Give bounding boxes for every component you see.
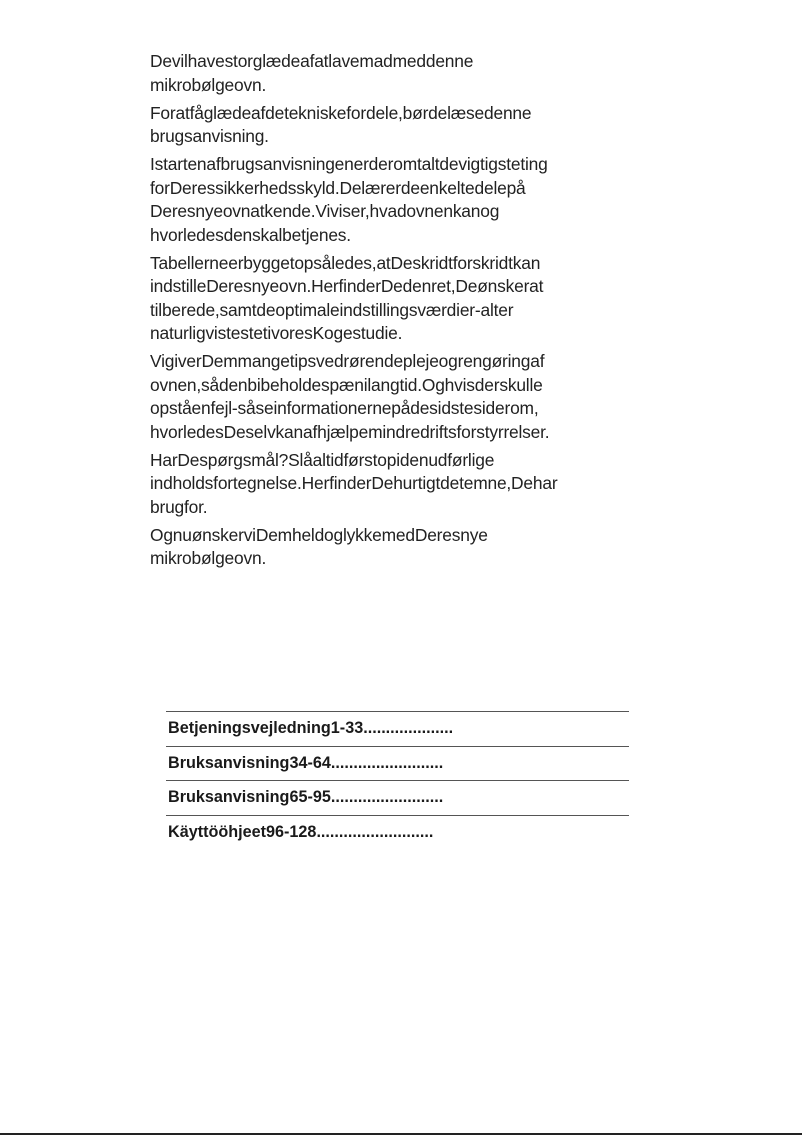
intro-paragraph-3	[150, 153, 610, 247]
bottom-divider	[0, 1133, 802, 1135]
toc-entry-finnish: Käyttööhjeet96-128..........................	[166, 815, 629, 850]
text-line: hvorledesDeselvkanafhjælpemindredriftsforstyrrelser.	[150, 421, 550, 442]
text-line: opståenfejl-såseinformationernepådesidstesiderom,	[150, 398, 539, 418]
intro-paragraph-4	[150, 252, 610, 346]
intro-paragraph-2	[150, 102, 610, 149]
text-line: forDeressikkerhedsskyld.Delærerdeenkeltedelepå	[150, 177, 526, 198]
text-line: Istartenafbrugsanvisningenerderomtaltdevigtigsteting	[150, 154, 548, 174]
intro-paragraph-5	[150, 350, 610, 444]
text-line: Deresnyeovnatkende.Viviser,hvadovnenkanog	[150, 201, 500, 221]
text-line: hvorledesdenskalbetjenes.	[150, 224, 351, 245]
text-line: mikrobølgeovn.	[150, 74, 267, 95]
text-line: indstilleDeresnyeovn.HerfinderDedenret,Deønskerat	[150, 276, 544, 296]
text-line: indholdsfortegnelse.HerfinderDehurtigtdetemne,Dehar	[150, 473, 558, 493]
table-of-contents	[166, 711, 629, 849]
text-line: VigiverDemmangetipsvedrørendeplejeogrengøringaf	[150, 351, 545, 371]
intro-text	[150, 50, 610, 575]
text-line: Devilhavestorglædeafatlavemadmeddenne	[150, 51, 474, 71]
text-line: Tabellerneerbyggetopsåledes,atDeskridtforskridtkan	[150, 252, 541, 273]
text-line: mikrobølgeovn.	[150, 548, 267, 568]
text-line: HarDespørgsmål?Slåaltidførstopidenudførlige	[150, 449, 495, 470]
intro-paragraph-6	[150, 449, 610, 520]
toc-entry-swedish: Bruksanvisning65-95.........................	[166, 780, 629, 815]
text-line: ovnen,sådenbibeholdespænilangtid.Oghvisderskulle	[150, 374, 543, 395]
text-line: brugfor.	[150, 496, 208, 517]
text-line: naturligvistestetivoresKogestudie.	[150, 323, 403, 343]
intro-paragraph-1	[150, 50, 610, 97]
intro-paragraph-7	[150, 524, 610, 571]
toc-entry-danish: Betjeningsvejledning1-33....................	[166, 711, 629, 746]
text-line: OgnuønskerviDemheldoglykkemedDeresnye	[150, 524, 488, 545]
text-line: brugsanvisning.	[150, 126, 269, 146]
text-line: tilberede,samtdeoptimaleindstillingsværdier-alter	[150, 299, 514, 320]
toc-entry-norwegian: Bruksanvisning34-64.........................	[166, 746, 629, 781]
text-line: Foratfåglædeafdetekniskefordele,børdelæsedenne	[150, 102, 532, 123]
